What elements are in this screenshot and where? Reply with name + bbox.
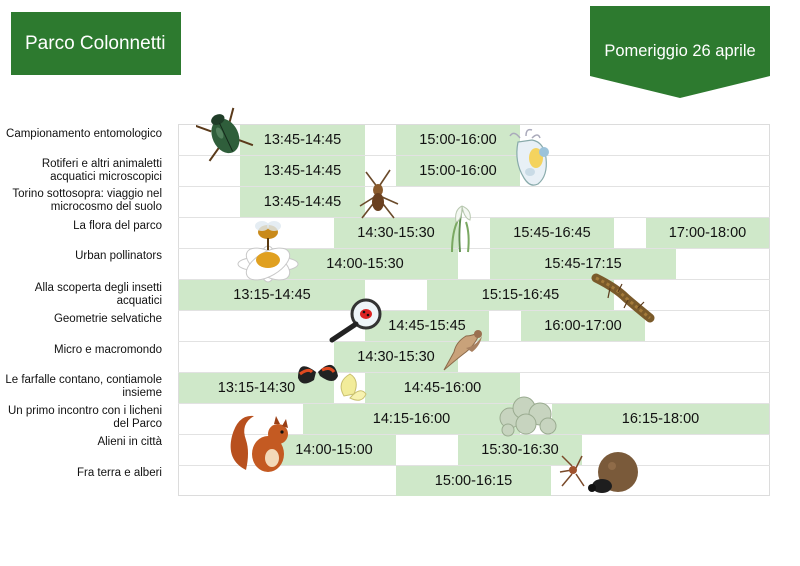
park-title [11,12,181,75]
activity-label: Urban pollinators [75,250,162,262]
time-slot: 15:45-16:45 [490,218,614,248]
time-slot: 13:45-14:45 [240,156,365,186]
dung-beetle-icon [556,448,640,502]
session-date: Pomeriggio 26 aprile [604,42,756,60]
spider-icon [352,166,404,224]
time-slot: 15:00-16:15 [396,466,551,496]
larva-icon [588,272,662,328]
time-slot: 14:00-15:00 [272,435,396,465]
time-slot: 16:15-18:00 [552,404,769,434]
time-slot: 14:15-16:00 [303,404,520,434]
bird-icon [438,324,488,376]
time-slot: 15:00-16:00 [396,156,520,186]
time-slot: 15:45-17:15 [490,249,676,279]
time-slot: 16:00-17:00 [521,311,645,341]
activity-label: Alieni in città [97,436,162,448]
time-slot: 14:30-15:30 [334,342,458,372]
rotifer-icon [506,128,556,198]
time-slot: 13:15-14:45 [179,280,365,310]
time-slot: 14:00-15:30 [272,249,458,279]
lichen-icon [496,388,560,438]
time-slot: 14:45-16:00 [365,373,520,403]
time-slot: 13:45-14:45 [240,187,365,217]
time-slot: 14:45-15:45 [365,311,489,341]
activity-label: Micro e macromondo [53,344,162,356]
activity-label: La flora del parco [73,220,162,232]
activity-label: Torino sottosopra: viaggio nel microcosmo del suolo [12,188,162,213]
time-slot: 15:15-16:45 [427,280,614,310]
date-banner [590,6,770,98]
time-slot: 13:45-14:45 [240,125,365,155]
time-slot: 15:30-16:30 [458,435,582,465]
time-slot: 13:15-14:30 [179,373,334,403]
park-title-text: Parco Colonnetti [25,32,166,54]
activity-label: Un primo incontro con i licheni del Parco [7,405,162,430]
magnifier-ladybug-icon [326,296,386,344]
snowdrop-icon [442,192,478,254]
butterflies-icon [296,354,368,406]
squirrel-icon [226,412,296,476]
time-slot: 14:30-15:30 [334,218,458,248]
beetle-icon [196,106,254,164]
activity-label: Alla scoperta degli insetti acquatici [34,282,162,307]
bee-flower-icon [232,216,304,284]
activity-label: Rotiferi e altri animaletti acquatici microscopici [41,158,162,183]
activity-label: Geometrie selvatiche [53,313,162,325]
time-slot: 15:00-16:00 [396,125,520,155]
activity-label: Campionamento entomologico [6,128,162,140]
time-slot: 17:00-18:00 [646,218,769,248]
activity-label: Le farfalle contano, contiamole insieme [5,374,162,399]
activity-label: Fra terra e alberi [76,467,162,479]
